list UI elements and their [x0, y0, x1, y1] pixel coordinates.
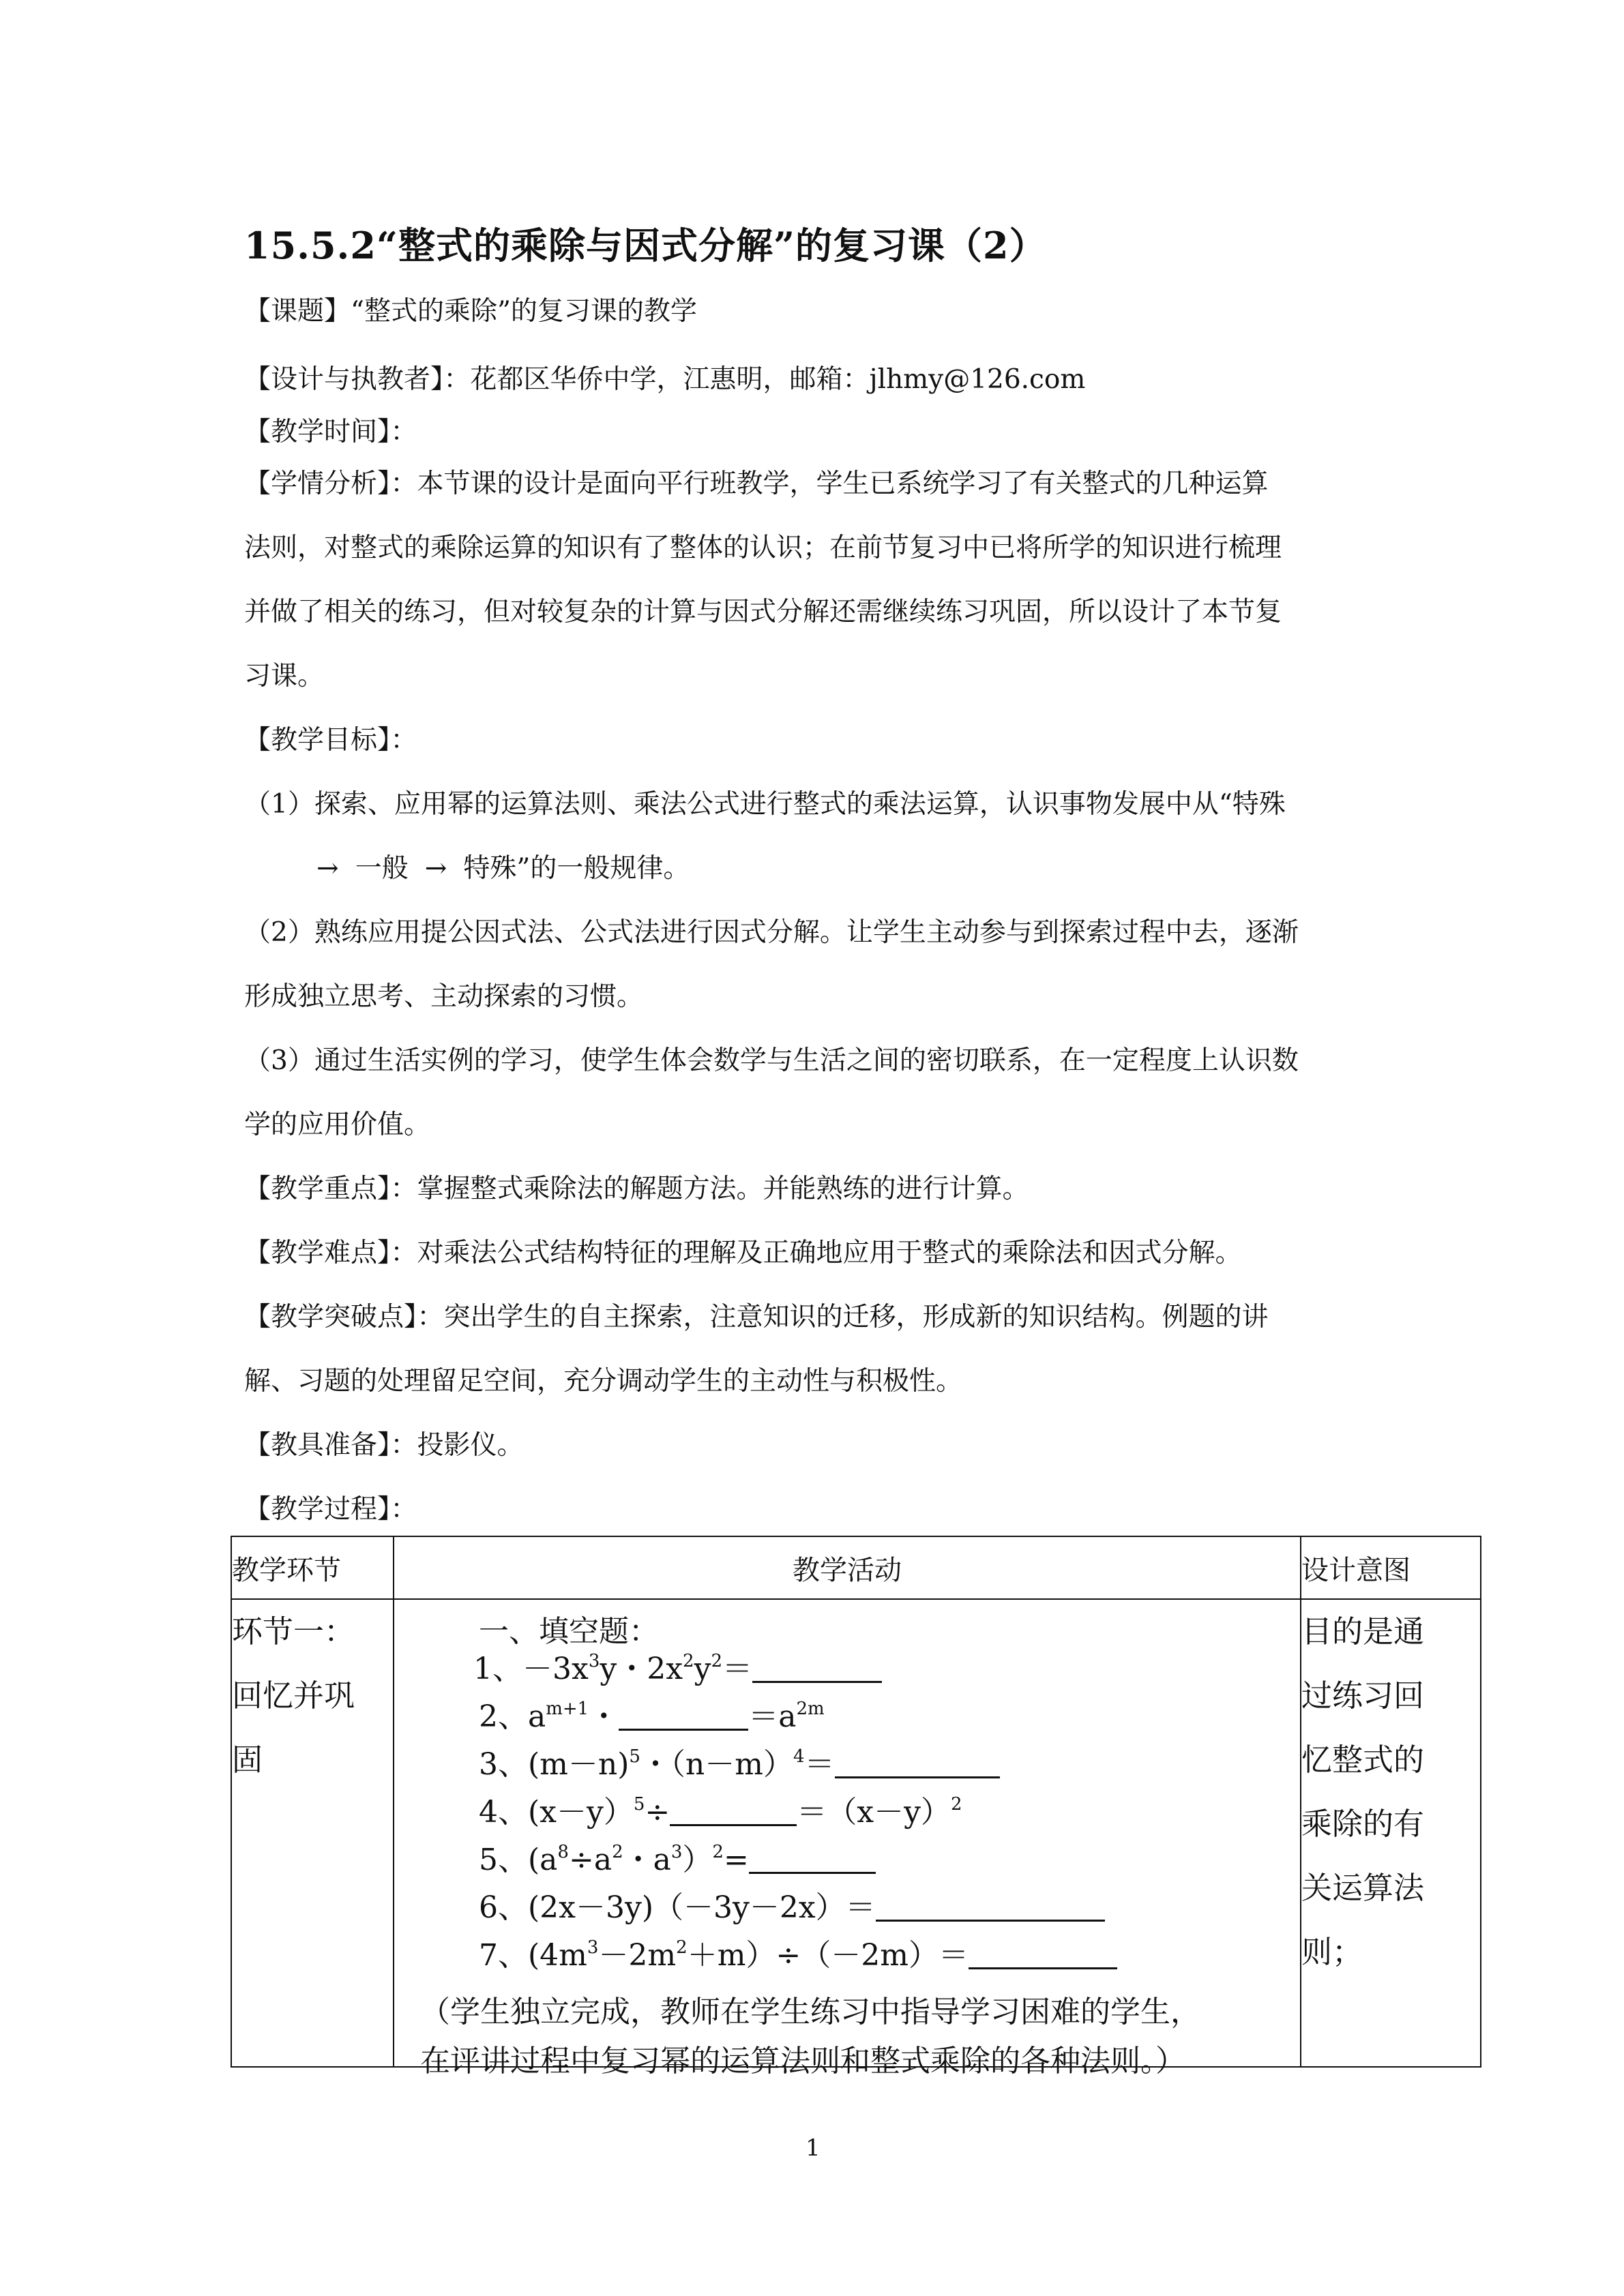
- exercise-item: 5、($a^8\div a^2$・$a^3)^2=$: [479, 1845, 876, 1875]
- answer-blank: [876, 1895, 1105, 1922]
- goal-1-line: （1）探索、应用幂的运算法则、乘法公式进行整式的乘法运算，认识事物发展中从“特殊: [244, 789, 1286, 820]
- answer-blank: [749, 1847, 876, 1874]
- arrow-right-icon: →: [424, 853, 447, 884]
- exercise-item: 3、$(m-n)^5$・$(n-m)^4=$: [479, 1750, 1000, 1780]
- header-activity: 教学活动: [394, 1536, 1301, 1599]
- intent-line: 关运算法: [1301, 1870, 1425, 1906]
- activity-cell: [394, 1599, 1301, 2078]
- intent-line: 则；: [1301, 1934, 1363, 1970]
- goal-2-line: （2）熟练应用提公因式法、公式法进行因式分解。让学生主动参与到探索过程中去，逐渐: [244, 917, 1299, 948]
- key-point-line: 【教学重点】：掌握整式乘除法的解题方法。并能熟练的进行计算。: [244, 1174, 1029, 1204]
- activity-heading: 一、填空题：: [479, 1614, 659, 1649]
- exercise-item: 6、(2x－3y)（－3y－2x）＝: [479, 1893, 1105, 1923]
- answer-blank: [752, 1656, 882, 1683]
- answer-blank: [619, 1704, 748, 1731]
- difficulty-line: 【教学难点】：对乘法公式结构特征的理解及正确地应用于整式的乘除法和因式分解。: [244, 1238, 1242, 1268]
- stage-line: 固: [232, 1742, 263, 1778]
- goal-word: 特殊”的一般规律。: [463, 853, 690, 884]
- intent-line: 忆整式的: [1301, 1742, 1425, 1778]
- table-header-row: [231, 1536, 1481, 1599]
- goal-3-line: （3）通过生活实例的学习，使学生体会数学与生活之间的密切联系，在一定程度上认识数: [244, 1045, 1299, 1076]
- teaching-process-table: [231, 1536, 1481, 2078]
- process-heading: 【教学过程】：: [244, 1494, 417, 1525]
- goal-1-line-2: [316, 855, 690, 882]
- table-row: [231, 1599, 1481, 2067]
- stage-cell: [231, 1599, 394, 2067]
- analysis-line: 【学情分析】：本节课的设计是面向平行班教学，学生已系统学习了有关整式的几种运算: [244, 468, 1269, 499]
- intent-line: 过练习回: [1301, 1678, 1425, 1714]
- header-intent: 设计意图: [1301, 1536, 1481, 1599]
- answer-blank: [835, 1752, 1000, 1778]
- activity-note: （学生独立完成，教师在学生练习中指导学习困难的学生，: [420, 1995, 1200, 2029]
- analysis-line: 法则，对整式的乘除运算的知识有了整体的认识；在前节复习中已将所学的知识进行梳理: [244, 533, 1282, 563]
- intent-cell: [1301, 1599, 1481, 2067]
- stage-line: 回忆并巩: [232, 1678, 355, 1714]
- goal-word: 一般: [355, 853, 409, 884]
- page-number: 1: [806, 2134, 821, 2162]
- designer-line: 【设计与执教者】：花都区华侨中学，江惠明，邮箱：jlhmy@126.com: [244, 364, 1086, 395]
- teaching-time-line: 【教学时间】：: [244, 417, 417, 447]
- exercise-item: 4、$(x-y)^5\div =(x-y)^2$: [479, 1794, 962, 1830]
- breakthrough-line: 【教学突破点】：突出学生的自主探索，注意知识的迁移，形成新的知识结构。例题的讲: [244, 1302, 1269, 1332]
- tools-line: 【教具准备】：投影仪。: [244, 1430, 524, 1461]
- goals-heading: 【教学目标】：: [244, 725, 417, 756]
- header-stage: 教学环节: [231, 1536, 394, 1599]
- analysis-line: 习课。: [244, 661, 325, 691]
- exercise-item: 7、$(4m^3-2m^2+m)\div(-2m)=$: [479, 1941, 1117, 1971]
- activity-note: 在评讲过程中复习幂的运算法则和整式乘除的各种法则。）: [420, 2044, 1185, 2078]
- goal-3-line: 学的应用价值。: [244, 1109, 431, 1140]
- analysis-line: 并做了相关的练习，但对较复杂的计算与因式分解还需继续练习巩固，所以设计了本节复: [244, 597, 1282, 627]
- intent-line: 乘除的有: [1301, 1806, 1425, 1842]
- document-title: 15.5.2“整式的乘除与因式分解”的复习课（2）: [244, 224, 1047, 267]
- answer-blank: [969, 1943, 1117, 1969]
- intent-line: 目的是通: [1301, 1613, 1425, 1650]
- exercise-item: 2、$a^{m+1}$・ $=a^{2m}$: [479, 1699, 825, 1734]
- exercise-item: 1、$-3x^3y$・$2x^2y^2=$: [473, 1654, 882, 1684]
- stage-line: 环节一：: [232, 1613, 355, 1650]
- breakthrough-line: 解、习题的处理留足空间，充分调动学生的主动性与积极性。: [244, 1366, 963, 1397]
- answer-blank: [670, 1800, 797, 1826]
- goal-2-line: 形成独立思考、主动探索的习惯。: [244, 981, 644, 1012]
- topic-line: 【课题】“整式的乘除”的复习课的教学: [244, 296, 697, 327]
- arrow-right-icon: →: [316, 853, 339, 884]
